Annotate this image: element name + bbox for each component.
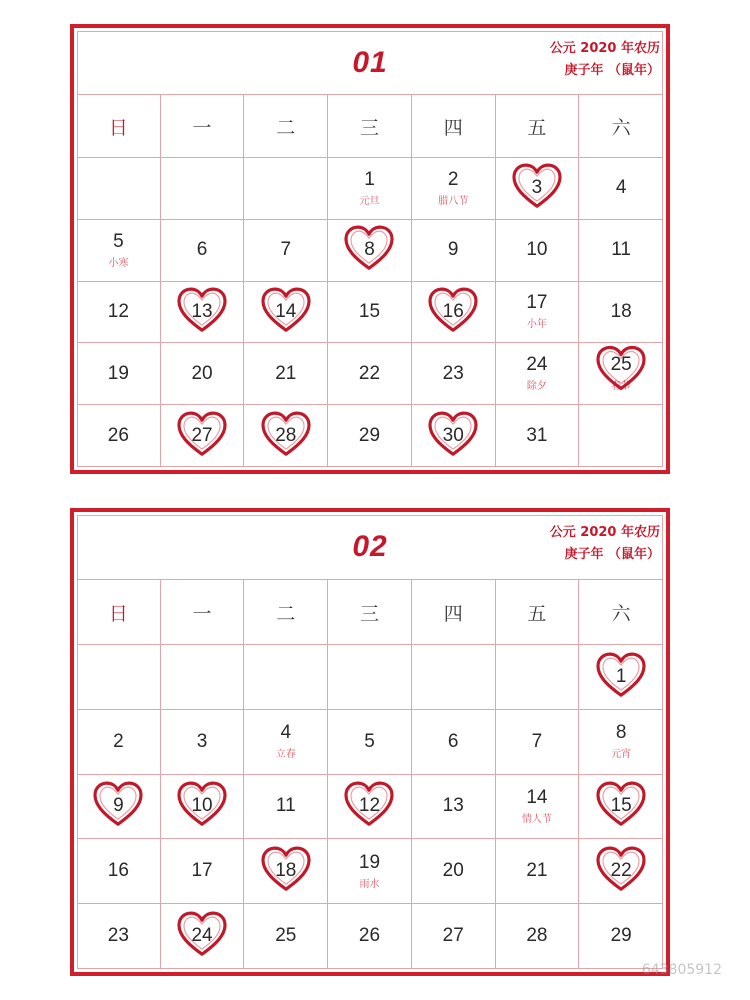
day-cell <box>496 343 580 405</box>
day-number: 14 <box>526 786 548 808</box>
day-number: 15 <box>358 300 381 322</box>
day-number: 6 <box>447 730 459 752</box>
day-number: 29 <box>358 424 381 446</box>
day-number: 21 <box>275 362 297 384</box>
day-number: 9 <box>113 795 124 817</box>
calendar-february <box>70 508 670 976</box>
day-number: 19 <box>358 851 381 873</box>
weekday-header: 三 <box>328 94 412 158</box>
day-cell <box>244 710 328 775</box>
day-cell <box>161 220 245 282</box>
day-number: 26 <box>358 925 381 947</box>
day-number: 7 <box>531 730 543 752</box>
calendar-january <box>70 24 670 474</box>
day-cell <box>579 775 663 840</box>
day-number: 30 <box>442 424 464 446</box>
day-number: 21 <box>526 860 548 882</box>
day-cell <box>496 220 580 282</box>
day-number: 27 <box>191 424 213 446</box>
day-cell <box>244 220 328 282</box>
day-number: 16 <box>107 860 129 882</box>
weekday-header: 二 <box>244 579 328 645</box>
day-number: 17 <box>526 292 548 314</box>
day-cell <box>579 904 663 969</box>
festival-label: 小寒 <box>108 257 129 269</box>
day-cell <box>579 158 663 220</box>
day-cell <box>328 405 412 467</box>
festival-label: 元旦 <box>359 195 380 207</box>
day-number: 12 <box>107 300 129 322</box>
festival-label: 除夕 <box>526 381 547 393</box>
weekday-header: 日 <box>77 579 161 645</box>
day-cell <box>328 158 412 220</box>
day-number: 4 <box>280 722 292 744</box>
day-cell <box>328 904 412 969</box>
day-cell <box>496 710 580 775</box>
empty-cell <box>77 158 161 220</box>
day-cell <box>77 839 161 904</box>
day-number: 18 <box>275 860 297 882</box>
day-cell <box>579 710 663 775</box>
day-cell <box>496 158 580 220</box>
festival-label: 立春 <box>275 749 296 761</box>
lunar-year-label <box>550 38 660 82</box>
day-number: 25 <box>610 354 632 376</box>
day-number: 23 <box>442 362 464 384</box>
day-cell <box>244 343 328 405</box>
festival-label: 小年 <box>526 319 547 331</box>
weekday-header: 六 <box>579 94 663 158</box>
day-cell <box>579 839 663 904</box>
festival-label: 元宵 <box>611 749 632 761</box>
day-number: 24 <box>526 354 548 376</box>
day-number: 5 <box>364 730 375 752</box>
day-number: 12 <box>358 795 381 817</box>
weekday-header: 一 <box>161 579 245 645</box>
day-cell <box>244 904 328 969</box>
day-cell <box>161 282 245 344</box>
day-cell <box>77 904 161 969</box>
day-number: 18 <box>610 300 632 322</box>
day-number: 15 <box>610 795 632 817</box>
day-number: 11 <box>275 795 296 817</box>
empty-cell <box>244 158 328 220</box>
day-number: 27 <box>442 925 464 947</box>
day-number: 20 <box>442 860 464 882</box>
day-number: 6 <box>196 239 208 261</box>
day-number: 10 <box>191 795 213 817</box>
day-cell <box>328 220 412 282</box>
empty-cell <box>77 645 161 710</box>
day-number: 10 <box>526 239 548 261</box>
day-cell <box>412 405 496 467</box>
day-cell <box>496 904 580 969</box>
day-cell <box>496 839 580 904</box>
era-line-2: 庚子年 （鼠年） <box>564 547 660 562</box>
day-cell <box>412 710 496 775</box>
day-number: 3 <box>531 177 543 199</box>
day-cell <box>244 282 328 344</box>
weekday-header: 五 <box>496 94 580 158</box>
festival-label: 情人节 <box>521 813 552 825</box>
day-number: 13 <box>442 795 464 817</box>
day-cell <box>161 904 245 969</box>
day-cell <box>412 904 496 969</box>
day-cell <box>244 775 328 840</box>
day-cell <box>496 775 580 840</box>
day-cell <box>328 775 412 840</box>
empty-cell <box>412 645 496 710</box>
festival-label: 腊八节 <box>438 195 469 207</box>
empty-cell <box>161 158 245 220</box>
day-cell <box>77 343 161 405</box>
day-number: 11 <box>611 239 631 261</box>
weekday-header: 六 <box>579 579 663 645</box>
day-cell <box>412 158 496 220</box>
weekday-header: 三 <box>328 579 412 645</box>
day-number: 1 <box>615 665 627 687</box>
day-number: 2 <box>113 730 124 752</box>
day-cell <box>328 282 412 344</box>
day-number: 9 <box>447 239 459 261</box>
day-cell <box>77 220 161 282</box>
day-number: 5 <box>113 230 124 252</box>
day-number: 7 <box>280 239 292 261</box>
day-cell <box>77 405 161 467</box>
day-number: 13 <box>191 300 213 322</box>
lunar-year-label <box>550 522 660 566</box>
day-number: 26 <box>107 424 129 446</box>
weekday-header: 二 <box>244 94 328 158</box>
day-cell <box>412 282 496 344</box>
day-cell <box>579 220 663 282</box>
day-cell <box>579 343 663 405</box>
day-cell <box>161 839 245 904</box>
day-cell <box>328 710 412 775</box>
day-cell <box>161 775 245 840</box>
empty-cell <box>161 645 245 710</box>
day-number: 29 <box>610 925 632 947</box>
month-grid <box>77 94 663 467</box>
day-cell <box>77 775 161 840</box>
month-number: 01 <box>352 46 388 79</box>
day-cell <box>328 839 412 904</box>
day-cell <box>161 343 245 405</box>
day-number: 3 <box>196 730 208 752</box>
day-cell <box>579 282 663 344</box>
day-cell <box>412 220 496 282</box>
day-number: 23 <box>107 925 129 947</box>
day-cell <box>496 282 580 344</box>
day-cell <box>579 645 663 710</box>
era-line-1: 公元 2020 年农历 <box>549 41 660 56</box>
day-number: 19 <box>107 362 129 384</box>
watermark-text: 643805912 <box>641 962 722 978</box>
day-number: 4 <box>615 177 627 199</box>
day-cell <box>77 710 161 775</box>
day-number: 8 <box>364 239 375 261</box>
day-number: 8 <box>615 722 627 744</box>
month-grid <box>77 579 663 969</box>
day-cell <box>496 405 580 467</box>
month-number: 02 <box>352 530 388 563</box>
empty-cell <box>328 645 412 710</box>
day-cell <box>161 405 245 467</box>
empty-cell <box>496 645 580 710</box>
festival-label: 雨水 <box>359 878 380 890</box>
era-line-1: 公元 2020 年农历 <box>549 525 660 540</box>
day-number: 22 <box>358 362 381 384</box>
day-number: 31 <box>526 424 548 446</box>
day-number: 20 <box>191 362 213 384</box>
day-number: 16 <box>442 300 464 322</box>
weekday-header: 一 <box>161 94 245 158</box>
day-number: 1 <box>364 168 375 190</box>
empty-cell <box>244 645 328 710</box>
day-cell <box>77 282 161 344</box>
day-cell <box>412 775 496 840</box>
day-number: 24 <box>191 925 213 947</box>
day-number: 14 <box>275 300 297 322</box>
day-cell <box>244 839 328 904</box>
era-line-2: 庚子年 （鼠年） <box>564 63 660 78</box>
day-number: 2 <box>447 168 459 190</box>
festival-label: 春节 <box>611 381 632 393</box>
weekday-header: 五 <box>496 579 580 645</box>
day-number: 25 <box>275 925 297 947</box>
weekday-header: 四 <box>412 94 496 158</box>
day-cell <box>161 710 245 775</box>
weekday-header: 四 <box>412 579 496 645</box>
day-cell <box>412 343 496 405</box>
day-number: 22 <box>610 860 632 882</box>
day-number: 17 <box>191 860 213 882</box>
empty-cell <box>579 405 663 467</box>
weekday-header: 日 <box>77 94 161 158</box>
day-cell <box>244 405 328 467</box>
day-cell <box>412 839 496 904</box>
day-number: 28 <box>526 925 548 947</box>
day-number: 28 <box>275 424 297 446</box>
day-cell <box>328 343 412 405</box>
